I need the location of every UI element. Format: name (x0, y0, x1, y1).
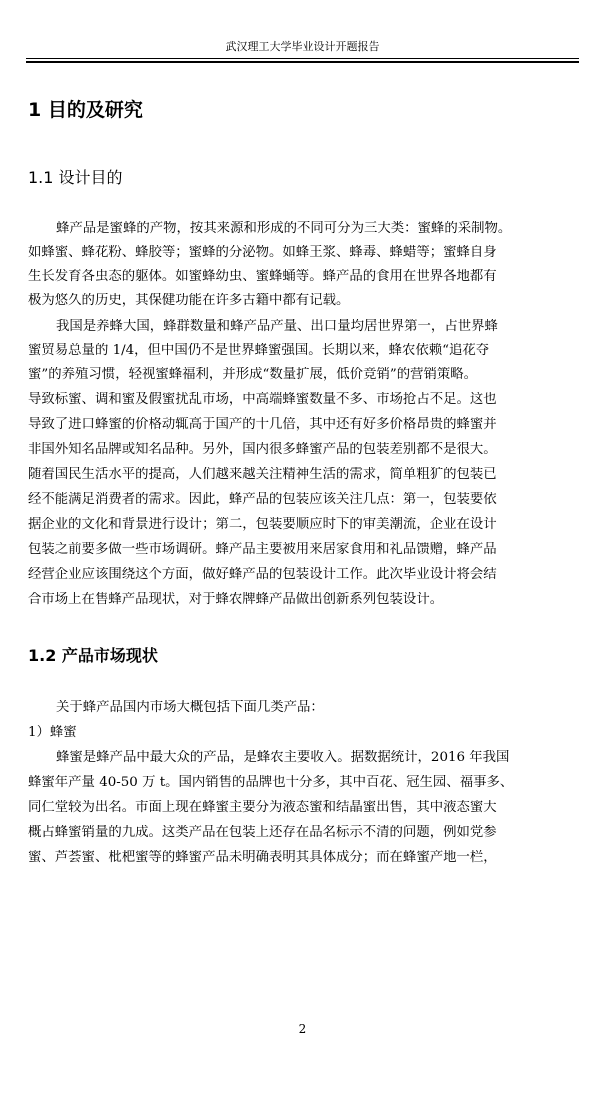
paragraph-line: 包装之前要多做一些市场调研。蜂产品主要被用来居家食用和礼品馈赠，蜂产品 (28, 542, 497, 557)
chapter-heading: 1 目的及研究 (28, 99, 143, 121)
paragraph-line: 蜂蜜年产量 40-50 万 t。国内销售的品牌也十分多，其中百花、冠生园、福事多、 (28, 775, 514, 790)
paragraph-line: 随着国民生活水平的提高，人们越来越关注精神生活的需求，简单粗犷的包装已 (28, 467, 497, 482)
section-1-1-heading: 1.1 设计目的 (28, 168, 123, 187)
paragraph-line: 蜂蜜是蜂产品中最大众的产品，是蜂农主要收入。据数据统计，2016 年我国 (56, 750, 510, 765)
paragraph-line: 蜂产品是蜜蜂的产物，按其来源和形成的不同可分为三大类：蜜蜂的采制物。 (56, 221, 512, 236)
paragraph-line: 据企业的文化和背景进行设计；第二，包装要顺应时下的审美潮流，企业在设计 (28, 517, 497, 532)
page-header: 武汉理工大学毕业设计开题报告 (225, 40, 380, 53)
paragraph-line: 概占蜂蜜销量的九成。这类产品在包装上还存在品名标示不清的问题，例如党参 (28, 825, 497, 840)
paragraph-line: 蜜、芦荟蜜、枇杷蜜等的蜂蜜产品未明确表明其具体成分；而在蜂蜜产地一栏， (28, 850, 497, 865)
list-item-label: 1）蜂蜜 (28, 725, 77, 740)
section-1-2-heading: 1.2 产品市场现状 (28, 646, 158, 665)
paragraph-line: 如蜂蜜、蜂花粉、蜂胶等；蜜蜂的分泌物。如蜂王浆、蜂毒、蜂蜡等；蜜蜂自身 (28, 245, 497, 260)
paragraph-line: 极为悠久的历史，其保健功能在许多古籍中都有记载。 (28, 293, 350, 308)
intro-line: 关于蜂产品国内市场大概包括下面几类产品： (56, 700, 324, 715)
paragraph-line: 蜜”的养殖习惯，轻视蜜蜂福利，并形成“数量扩展，低价竞销”的营销策略。 (28, 367, 478, 382)
paragraph-line: 蜜贸易总量的 1/4，但中国仍不是世界蜂蜜强国。长期以来，蜂农依赖“追花夺 (28, 343, 490, 358)
paragraph-line: 经不能满足消费者的需求。因此，蜂产品的包装应该关注几点：第一，包装要依 (28, 492, 497, 507)
paragraph-line: 导致标蜜、调和蜜及假蜜扰乱市场，中高端蜂蜜数量不多、市场抢占不足。这也 (28, 392, 497, 407)
header-rule-thin (26, 58, 579, 59)
paragraph-line: 非国外知名品牌或知名品种。另外，国内很多蜂蜜产品的包装差别都不是很大。 (28, 442, 497, 457)
paragraph-line: 我国是养蜂大国，蜂群数量和蜂产品产量、出口量均居世界第一，占世界蜂 (56, 319, 498, 334)
paragraph-line: 同仁堂较为出名。市面上现在蜂蜜主要分为液态蜜和结晶蜜出售，其中液态蜜大 (28, 800, 497, 815)
header-rule-thick (26, 61, 579, 63)
paragraph-line: 合市场上在售蜂产品现状，对于蜂农牌蜂产品做出创新系列包装设计。 (28, 592, 444, 607)
page-number: 2 (298, 1022, 307, 1036)
paragraph-line: 导致了进口蜂蜜的价格动辄高于国产的十几倍，其中还有好多价格昂贵的蜂蜜并 (28, 417, 497, 432)
paragraph-line: 生长发育各虫态的躯体。如蜜蜂幼虫、蜜蜂蛹等。蜂产品的食用在世界各地都有 (28, 269, 497, 284)
paragraph-line: 经营企业应该围绕这个方面，做好蜂产品的包装设计工作。此次毕业设计将会结 (28, 567, 497, 582)
